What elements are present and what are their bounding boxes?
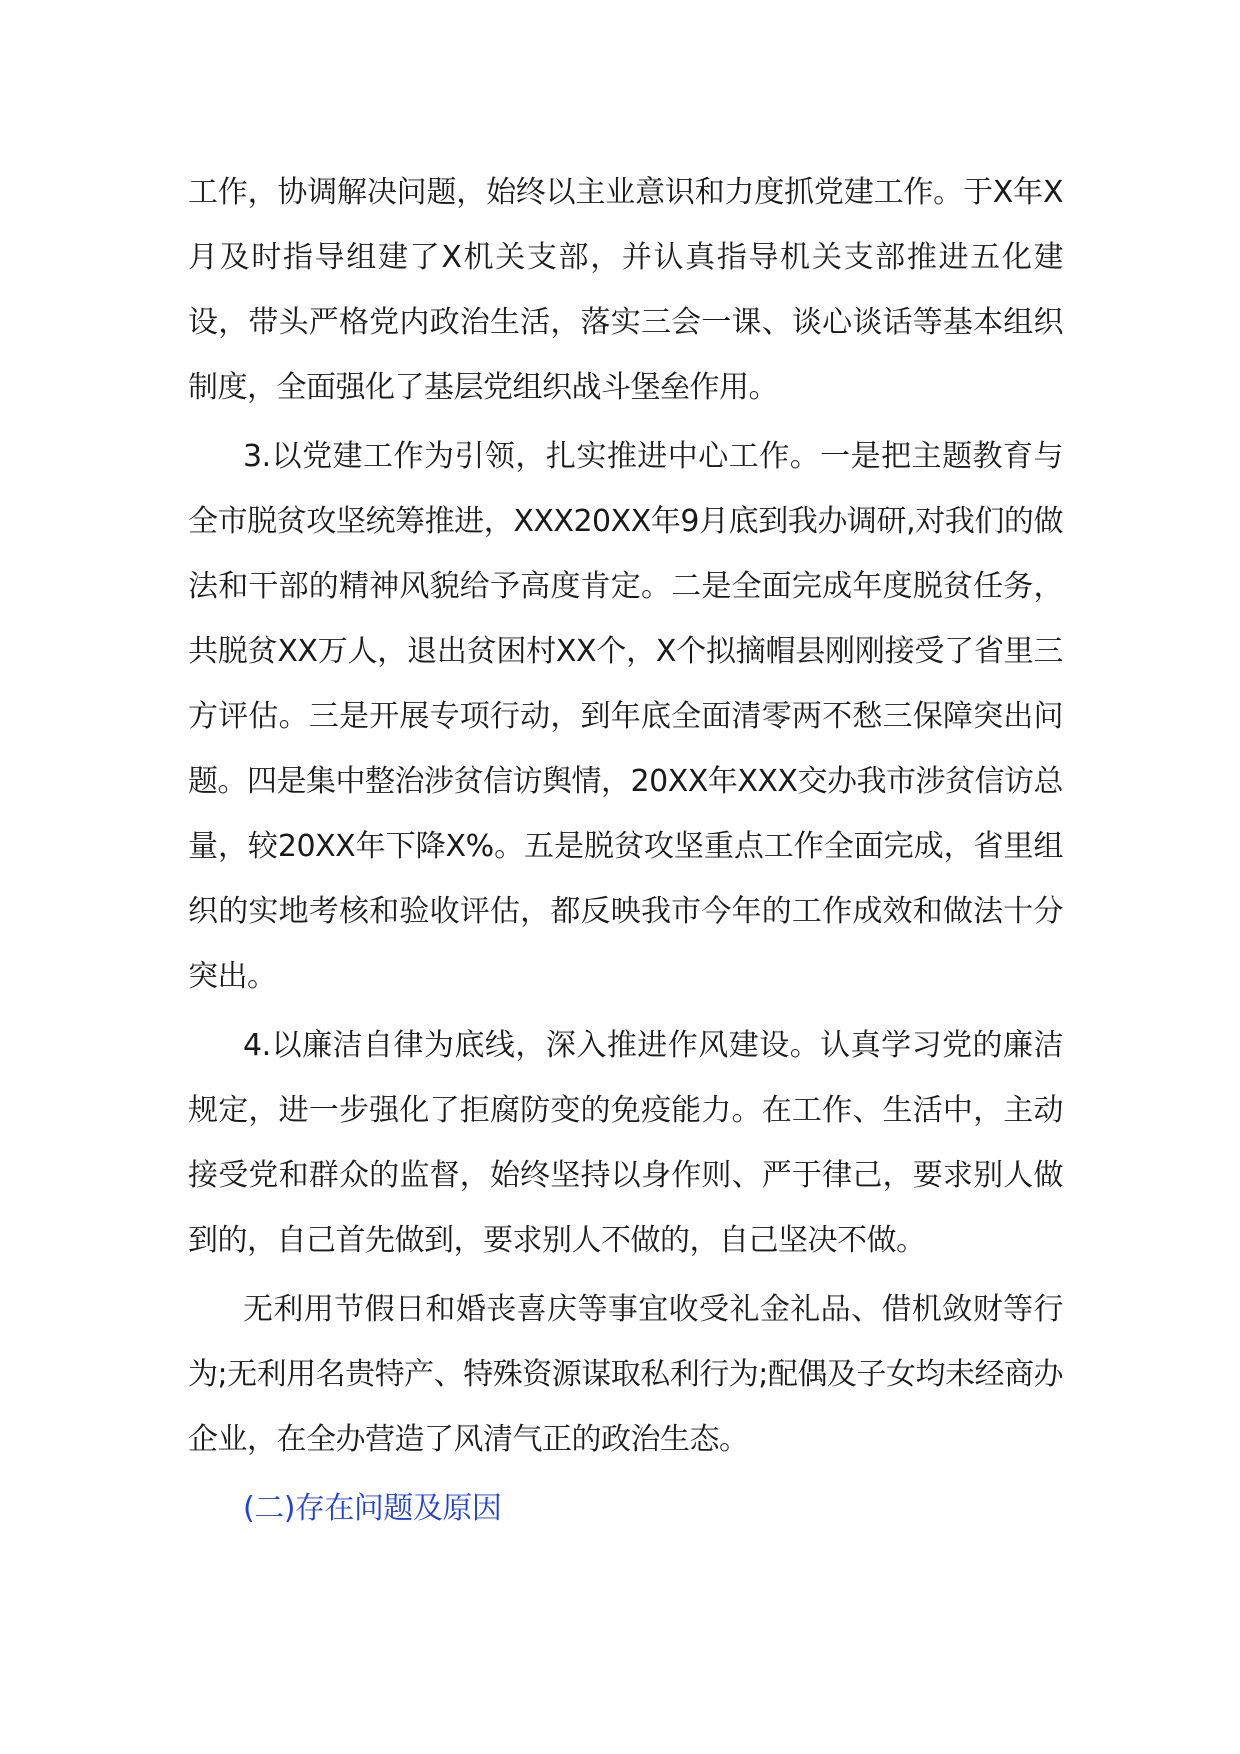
document-page (188, 160, 1063, 1541)
body-paragraph-3: 4.以廉洁自律为底线，深入推进作风建设。认真学习党的廉洁规定，进一步强化了拒腐防变的免疫能力。在工作、生活中，主动接受党和群众的监督，始终坚持以身作则、严于律己，要求别人做到的，自己首先做到，要求别人不做的，自己坚决不做。 (188, 1028, 1063, 1258)
body-paragraph-1: 工作，协调解决问题，始终以主业意识和力度抓党建工作。于X年X月及时指导组建了X机关支部，并认真指导机关支部推进五化建设，带头严格党内政治生活，落实三会一课、谈心谈话等基本组织制度，全面强化了基层党组织战斗堡垒作用。 (188, 175, 1063, 405)
body-paragraph-2: 3.以党建工作为引领，扎实推进中心工作。一是把主题教育与全市脱贫攻坚统筹推进，XXX20XX年9月底到我办调研,对我们的做法和干部的精神风貌给予高度肯定。二是全面完成年度脱贫任务，共脱贫XX万人，退出贫困村XX个，X个拟摘帽县刚刚接受了省里三方评估。三是开展专项行动，到年底全面清零两不愁三保障突出问题。四是集中整治涉贫信访舆情，20XX年XXX交办我市涉贫信访总量，较20XX年下降X%。五是脱贫攻坚重点工作全面完成，省里组织的实地考核和验收评估，都反映我市今年的工作成效和做法十分突出。 (188, 439, 1063, 994)
section-heading: (二)存在问题及原因 (243, 1491, 502, 1526)
body-paragraph-4: 无利用节假日和婚丧喜庆等事宜收受礼金礼品、借机敛财等行为;无利用名贵特产、特殊资源谋取私利行为;配偶及子女均未经商办企业，在全办营造了风清气正的政治生态。 (188, 1292, 1063, 1457)
